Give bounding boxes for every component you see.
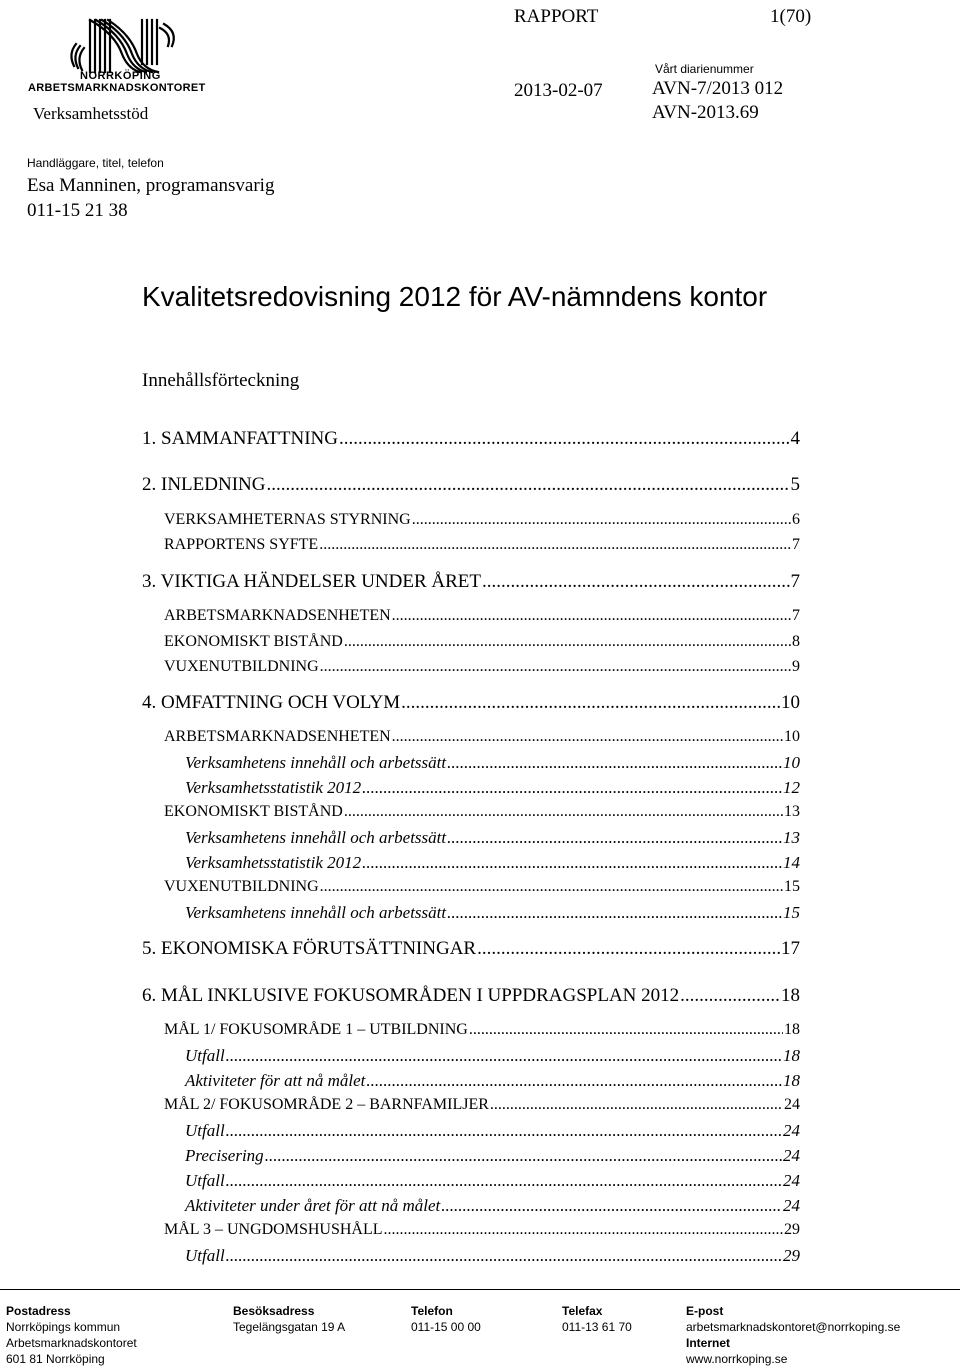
toc-entry[interactable] xyxy=(185,1196,800,1216)
toc-entry-label: EKONOMISKT BISTÅND xyxy=(164,633,343,650)
toc-entry[interactable] xyxy=(185,778,800,798)
toc-entry-label: 3. VIKTIGA HÄNDELSER UNDER ÅRET xyxy=(142,571,481,592)
footer-phone-value: 011-15 00 00 xyxy=(411,1320,481,1334)
toc-entry-page: 24 xyxy=(783,1196,800,1215)
toc-entry-page: 24 xyxy=(783,1121,800,1140)
toc-entry-page: 5 xyxy=(790,474,800,495)
toc-heading: Innehållsförteckning xyxy=(142,370,300,391)
toc-leader-dots xyxy=(490,1096,783,1114)
footer-fax-heading: Telefax xyxy=(562,1304,603,1318)
toc-leader-dots xyxy=(447,753,782,773)
footer-fax xyxy=(562,1303,632,1335)
toc-entry[interactable] xyxy=(142,571,800,593)
toc-entry-label: Verksamhetsstatistik 2012 xyxy=(185,778,362,797)
logo-text-norrkoping: NORRKÖPING xyxy=(80,70,161,82)
toc-entry-page: 24 xyxy=(783,1171,800,1190)
footer-visit-line: Tegelängsgatan 19 A xyxy=(233,1320,346,1334)
toc-entry[interactable] xyxy=(185,1121,800,1141)
toc-entry-label: VUXENUTBILDNING xyxy=(164,658,319,675)
toc-leader-dots xyxy=(384,1221,783,1239)
toc-leader-dots xyxy=(344,803,783,821)
toc-entry-label: Utfall xyxy=(185,1171,225,1190)
toc-leader-dots xyxy=(265,1146,782,1166)
toc-entry-page: 10 xyxy=(781,692,800,713)
toc-entry-page: 24 xyxy=(784,1096,800,1113)
toc-leader-dots xyxy=(320,878,783,896)
toc-entry-page: 9 xyxy=(792,658,800,675)
diary-number-2: AVN-2013.69 xyxy=(652,102,759,123)
toc-leader-dots xyxy=(226,1046,782,1066)
toc-entry[interactable] xyxy=(185,828,800,848)
toc-leader-dots xyxy=(362,778,782,798)
toc-entry[interactable] xyxy=(185,753,800,773)
toc-entry-label: 5. EKONOMISKA FÖRUTSÄTTNINGAR xyxy=(142,938,477,959)
footer-fax-value: 011-13 61 70 xyxy=(562,1320,632,1334)
toc-entry[interactable] xyxy=(142,428,800,450)
toc-entry-label: RAPPORTENS SYFTE xyxy=(164,536,319,553)
toc-entry-page: 29 xyxy=(784,1221,800,1238)
toc-entry-page: 18 xyxy=(783,1046,800,1065)
toc-entry[interactable] xyxy=(142,938,800,960)
footer-email-link[interactable]: arbetsmarknadskontoret@norrkoping.se xyxy=(686,1320,901,1334)
toc-entry-label: Utfall xyxy=(185,1121,225,1140)
toc-entry-page: 7 xyxy=(792,536,800,553)
toc-entry-label: Utfall xyxy=(185,1046,225,1065)
toc-entry-page: 18 xyxy=(781,985,800,1006)
toc-entry-page: 7 xyxy=(792,607,800,624)
toc-entry-label: MÅL 2/ FOKUSOMRÅDE 2 – BARNFAMILJER xyxy=(164,1096,489,1113)
report-date: 2013-02-07 xyxy=(514,80,603,101)
toc-entry-page: 13 xyxy=(784,803,800,820)
toc-leader-dots xyxy=(447,828,782,848)
footer-internet-heading: Internet xyxy=(686,1336,731,1350)
toc-entry[interactable] xyxy=(164,878,800,896)
toc-entry-page: 18 xyxy=(783,1071,800,1090)
toc-entry-page: 18 xyxy=(784,1021,800,1038)
toc-entry-page: 17 xyxy=(781,938,800,959)
toc-leader-dots xyxy=(441,1196,782,1216)
toc-entry-page: 29 xyxy=(783,1246,800,1265)
toc-entry-label: 4. OMFATTNING OCH VOLYM xyxy=(142,692,401,713)
toc-entry-page: 24 xyxy=(783,1146,800,1165)
toc-entry-label: MÅL 1/ FOKUSOMRÅDE 1 – UTBILDNING xyxy=(164,1021,468,1038)
toc-entry-label: 2. INLEDNING xyxy=(142,474,266,495)
footer-postal-line: 601 81 Norrköping xyxy=(6,1352,105,1366)
logo-text-arbetsmarknadskontoret: ARBETSMARKNADSKONTORET xyxy=(28,82,206,94)
footer-postal-heading: Postadress xyxy=(6,1304,71,1318)
department-label: Verksamhetsstöd xyxy=(33,104,149,123)
toc-leader-dots xyxy=(226,1121,782,1141)
handler-phone: 011-15 21 38 xyxy=(27,200,128,221)
toc-leader-dots xyxy=(339,428,790,450)
toc-entry-label: 1. SAMMANFATTNING xyxy=(142,428,338,449)
toc-entry-page: 6 xyxy=(792,511,800,528)
footer-internet-link[interactable]: www.norrkoping.se xyxy=(686,1352,788,1366)
toc-entry[interactable] xyxy=(164,1021,800,1039)
diary-label: Vårt diarienummer xyxy=(655,62,754,76)
toc-leader-dots xyxy=(412,511,791,529)
footer-visit xyxy=(233,1303,345,1335)
toc-entry-label: MÅL 3 – UNGDOMSHUSHÅLL xyxy=(164,1221,383,1238)
toc-leader-dots xyxy=(226,1171,782,1191)
toc-leader-dots xyxy=(362,853,782,873)
toc-entry[interactable] xyxy=(164,1221,800,1239)
footer-email-heading: E-post xyxy=(686,1304,724,1318)
toc-entry[interactable] xyxy=(185,1071,800,1091)
toc-entry-label: ARBETSMARKNADSENHETEN xyxy=(164,607,391,624)
toc-entry-label: Verksamhetsstatistik 2012 xyxy=(185,853,362,872)
toc-leader-dots xyxy=(320,658,791,676)
toc-leader-dots xyxy=(401,692,780,714)
toc-entry[interactable] xyxy=(164,728,800,746)
toc-leader-dots xyxy=(482,571,790,593)
toc-leader-dots xyxy=(680,985,780,1007)
toc-leader-dots xyxy=(366,1071,782,1091)
footer-visit-heading: Besöksadress xyxy=(233,1304,315,1318)
toc-entry-page: 10 xyxy=(783,753,800,772)
toc-entry-label: EKONOMISKT BISTÅND xyxy=(164,803,343,820)
toc-entry[interactable] xyxy=(185,1046,800,1066)
toc-entry-label: Aktiviteter under året för att nå målet xyxy=(185,1196,441,1215)
toc-entry-page: 14 xyxy=(783,853,800,872)
footer-phone-heading: Telefon xyxy=(411,1304,453,1318)
footer-phone xyxy=(411,1303,481,1335)
toc-leader-dots xyxy=(266,474,789,496)
handler-name-title: Esa Manninen, programansvarig xyxy=(27,175,275,196)
toc-entry[interactable] xyxy=(164,511,800,529)
toc-entry[interactable] xyxy=(142,474,800,496)
toc-entry[interactable] xyxy=(142,985,800,1007)
toc-entry[interactable] xyxy=(164,633,800,651)
toc-leader-dots xyxy=(469,1021,783,1039)
toc-entry-page: 12 xyxy=(783,778,800,797)
footer-email xyxy=(686,1303,900,1367)
toc-entry[interactable] xyxy=(185,1171,800,1191)
toc-entry-label: Precisering xyxy=(185,1146,264,1165)
toc-entry-page: 4 xyxy=(790,428,800,449)
report-label: RAPPORT xyxy=(514,6,599,27)
footer-postal xyxy=(6,1303,137,1367)
toc-entry[interactable] xyxy=(164,1096,800,1114)
toc-entry[interactable] xyxy=(142,692,800,714)
toc-leader-dots xyxy=(344,633,791,651)
toc-entry-page: 15 xyxy=(784,878,800,895)
toc-entry[interactable] xyxy=(185,1146,800,1166)
footer-postal-line: Norrköpings kommun xyxy=(6,1320,121,1334)
toc-entry-label: Verksamhetens innehåll och arbetssätt xyxy=(185,753,447,772)
toc-leader-dots xyxy=(392,728,783,746)
footer-postal-line: Arbetsmarknadskontoret xyxy=(6,1336,137,1350)
toc-entry-page: 13 xyxy=(783,828,800,847)
toc-entry-page: 15 xyxy=(783,903,800,922)
toc-entry-page: 8 xyxy=(792,633,800,650)
toc-leader-dots xyxy=(477,938,780,960)
toc-entry-label: Verksamhetens innehåll och arbetssätt xyxy=(185,828,447,847)
toc-entry-label: Aktiviteter för att nå målet xyxy=(185,1071,366,1090)
toc-entry[interactable] xyxy=(185,1246,800,1266)
toc-entry-label: VUXENUTBILDNING xyxy=(164,878,319,895)
toc-entry[interactable] xyxy=(185,903,800,923)
toc-leader-dots xyxy=(447,903,782,923)
document-title: Kvalitetsredovisning 2012 för AV-nämndens kontor xyxy=(142,281,768,312)
toc-entry[interactable] xyxy=(164,658,800,676)
toc-entry-page: 7 xyxy=(790,571,800,592)
toc-leader-dots xyxy=(319,536,791,554)
toc-leader-dots xyxy=(392,607,791,625)
toc-entry[interactable] xyxy=(164,536,800,554)
handler-label: Handläggare, titel, telefon xyxy=(27,156,164,170)
toc-entry[interactable] xyxy=(164,803,800,821)
toc-entry-label: Utfall xyxy=(185,1246,225,1265)
toc-entry-page: 10 xyxy=(784,728,800,745)
diary-number-1: AVN-7/2013 012 xyxy=(652,78,784,99)
footer-divider xyxy=(0,1289,960,1290)
toc-entry-label: VERKSAMHETERNAS STYRNING xyxy=(164,511,411,528)
toc-entry[interactable] xyxy=(185,853,800,873)
toc-leader-dots xyxy=(226,1246,782,1266)
toc-entry-label: Verksamhetens innehåll och arbetssätt xyxy=(185,903,447,922)
toc-entry-label: 6. MÅL INKLUSIVE FOKUSOMRÅDEN I UPPDRAGSPLAN 2012 xyxy=(142,985,680,1006)
toc-entry-label: ARBETSMARKNADSENHETEN xyxy=(164,728,391,745)
toc-entry[interactable] xyxy=(164,607,800,625)
page-indicator: 1(70) xyxy=(770,6,812,27)
